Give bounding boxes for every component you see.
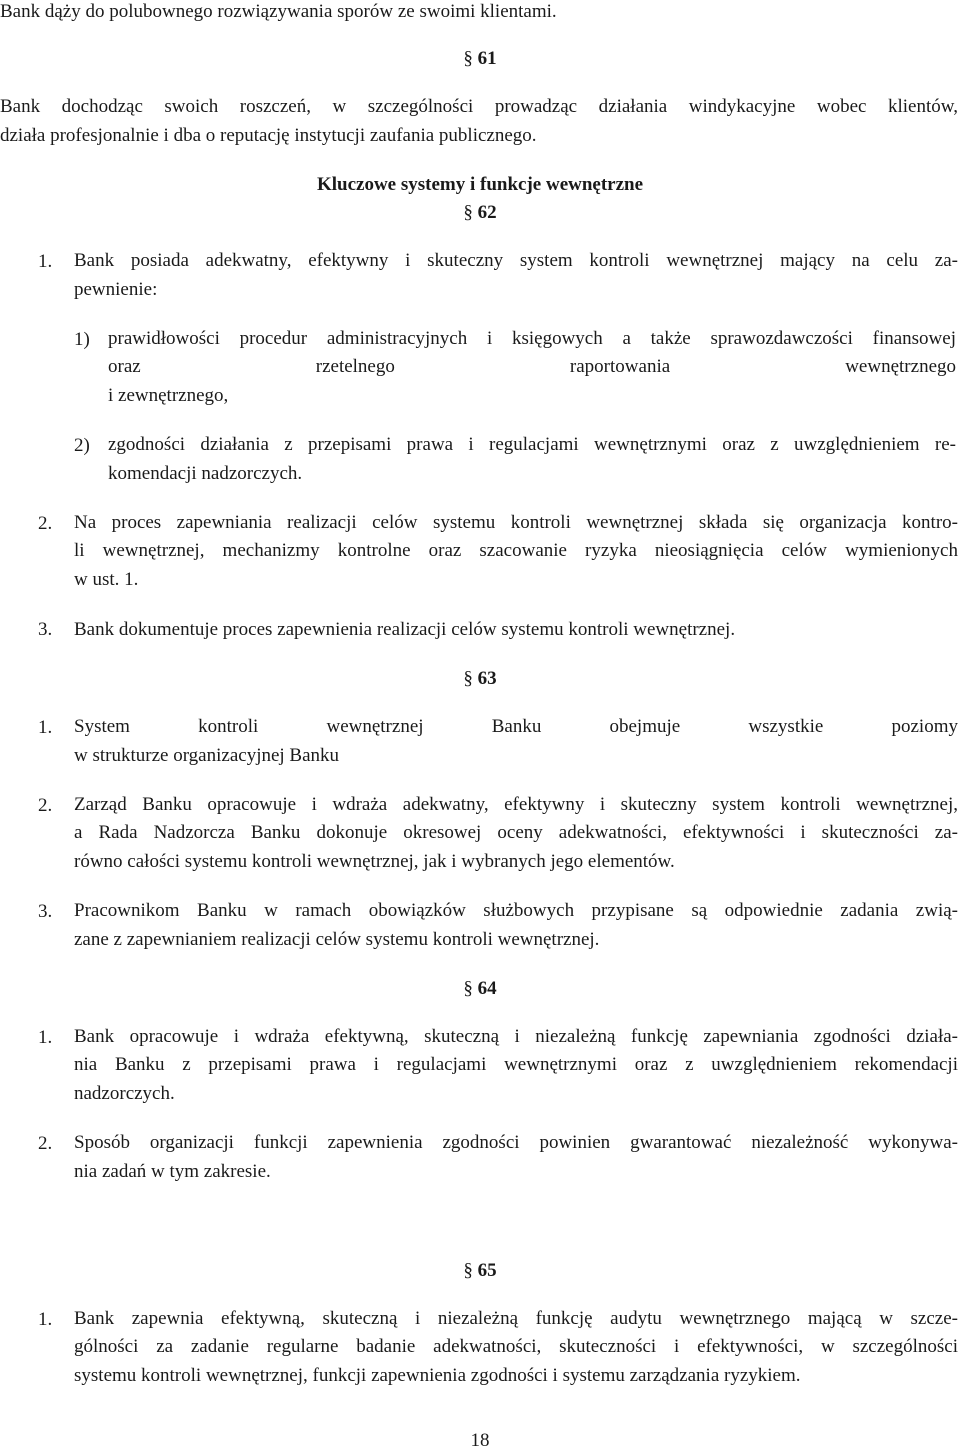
section-number: 62 [477, 202, 497, 223]
body-text: w strukturze organizacyjnej Banku [74, 745, 340, 766]
body-text: Pracownikom Banku w ramach obowiązków służbowych przypisane są odpowiednie zadania zwią- [74, 900, 958, 921]
body-text: li wewnętrznej, mechanizmy kontrolne oraz szacowanie ryzyka nieosiągnięcia celów wymienionych [74, 540, 958, 561]
body-text: System kontroli wewnętrznej Banku obejmuje wszystkie poziomy [74, 716, 958, 737]
body-text: Bank dokumentuje proces zapewnienia realizacji celów systemu kontroli wewnętrznej. [74, 619, 736, 640]
section-marker [0, 202, 960, 224]
body-text: Bank dochodząc swoich roszczeń, w szczególności prowadząc działania windykacyjne wobec klientów, [0, 96, 958, 117]
body-text: systemu kontroli wewnętrznej, funkcji zapewnienia zgodności i systemu zarządzania ryzykiem. [74, 1365, 801, 1386]
section-symbol: § [463, 668, 473, 689]
list-item-text: prawidłowości procedur administracyjnych i księgowych a także sprawozdawczości finansowej [108, 328, 956, 349]
body-text: działa profesjonalnie i dba o reputację instytucji zaufania publicznego. [0, 125, 537, 146]
page-number: 18 [470, 1430, 490, 1451]
list-item-text: oraz rzetelnego raportowania wewnętrznego [108, 356, 956, 377]
section-marker [0, 48, 960, 70]
list-number: 2) [74, 435, 90, 456]
paragraph-number: 1. [38, 251, 53, 272]
paragraph-number: 2. [38, 1133, 53, 1154]
list-item-text: i zewnętrznego, [108, 385, 229, 406]
paragraph-number: 1. [38, 1309, 53, 1330]
section-symbol: § [463, 978, 473, 999]
body-text: w ust. 1. [74, 569, 139, 590]
section-number: 63 [477, 668, 497, 689]
body-text: Bank opracowuje i wdraża efektywną, skuteczną i niezależną funkcję zapewniania zgodności działa- [74, 1026, 958, 1047]
body-text: równo całości systemu kontroli wewnętrznej, jak i wybranych jego elementów. [74, 851, 675, 872]
body-text: Na proces zapewniania realizacji celów systemu kontroli wewnętrznej składa się organizacja kontro- [74, 512, 958, 533]
section-symbol: § [463, 48, 473, 69]
body-text: nia Banku z przepisami prawa i regulacjami wewnętrznymi oraz z uwzględnieniem rekomendacji [74, 1054, 958, 1075]
body-text: gólności za zadanie regularne badanie adekwatności, skuteczności i efektywności, w szczególności [74, 1336, 958, 1357]
body-text: Bank posiada adekwatny, efektywny i skuteczny system kontroli wewnętrznej mający na celu za- [74, 250, 958, 271]
paragraph-number: 3. [38, 619, 53, 640]
body-text: pewnienie: [74, 279, 158, 300]
body-text: Bank dąży do polubownego rozwiązywania sporów ze swoimi klientami. [0, 1, 557, 22]
section-symbol: § [463, 1260, 473, 1281]
list-number: 1) [74, 329, 90, 350]
paragraph-number: 1. [38, 1027, 53, 1048]
body-text: nadzorczych. [74, 1083, 175, 1104]
body-text: zane z zapewnianiem realizacji celów systemu kontroli wewnętrznej. [74, 929, 600, 950]
section-marker [0, 978, 960, 1000]
paragraph-number: 2. [38, 513, 53, 534]
body-text: Zarząd Banku opracowuje i wdraża adekwatny, efektywny i skuteczny system kontroli wewnętrznej, [74, 794, 958, 815]
section-heading: Kluczowe systemy i funkcje wewnętrzne [316, 174, 644, 195]
list-item-text: zgodności działania z przepisami prawa i regulacjami wewnętrznymi oraz z uwzględnieniem re- [108, 434, 956, 455]
paragraph-number: 2. [38, 795, 53, 816]
paragraph-number: 1. [38, 717, 53, 738]
body-text: Sposób organizacji funkcji zapewnienia zgodności powinien gwarantować niezależność wykonywa- [74, 1132, 958, 1153]
section-marker [0, 1260, 960, 1282]
list-item-text: komendacji nadzorczych. [108, 463, 303, 484]
paragraph-number: 3. [38, 901, 53, 922]
section-number: 65 [477, 1260, 497, 1281]
section-symbol: § [463, 202, 473, 223]
body-text: nia zadań w tym zakresie. [74, 1161, 271, 1182]
section-number: 61 [477, 48, 497, 69]
body-text: Bank zapewnia efektywną, skuteczną i niezależną funkcję audytu wewnętrznego mającą w szcze- [74, 1308, 958, 1329]
body-text: a Rada Nadzorcza Banku dokonuje okresowej oceny adekwatności, efektywności i skuteczności za- [74, 822, 958, 843]
section-number: 64 [477, 978, 497, 999]
section-marker [0, 668, 960, 690]
